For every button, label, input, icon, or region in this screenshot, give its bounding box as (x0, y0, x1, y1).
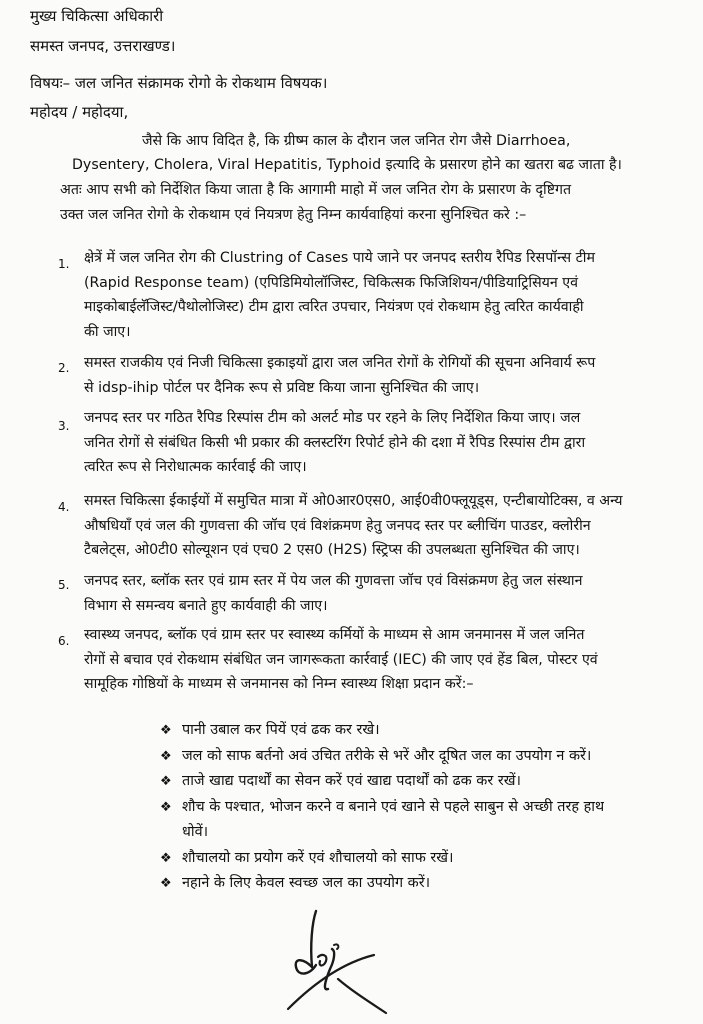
diamond-bullet-icon: ❖ (160, 799, 172, 815)
item-number: 3. (58, 419, 70, 433)
health-tip-text: धोवें। (182, 824, 209, 840)
health-tip-text: शौच के पश्चात, भोजन करने व बनाने एवं खाने से पहले साबुन से अच्छी तरह हाथ (182, 798, 605, 815)
item-line: समस्त राजकीय एवं निजी चिकित्सा इकाइयों द्वारा जल जनित रोगों के रोगियों की सूचना अनिवार्य रूप (84, 355, 596, 371)
item-line: रोगों से बचाव एवं रोकथाम संबंधित जन जागरूकता कार्रवाई (IEC) की जाए एवं हेंड बिल, पोस्टर एवं (84, 651, 598, 668)
health-tips-list (160, 718, 703, 897)
recipient-title: मुख्य चिकित्सा अधिकारी (30, 7, 164, 25)
item-number: 2. (58, 361, 70, 375)
item-line: (Rapid Response team) (एपिडिमियोलॉजिस्ट, चिकित्सक फिजिशियन/पीडियाट्रिसियन एवं (84, 274, 579, 291)
signature (282, 905, 392, 1020)
diamond-bullet-icon: ❖ (160, 876, 172, 891)
item-line: से idsp-ihip पोर्टल पर दैनिक रूप से प्रविष्ट किया जाना सुनिश्चित की जाए। (84, 379, 480, 396)
item-line: विभाग से समन्वय बनाते हुए कार्यवाही की जाए। (84, 597, 328, 614)
health-tip (160, 718, 703, 744)
item-line: टैबलेट्स, ओ0टी0 सोल्यूशन एवं एच0 2 एस0 (H2S) स्ट्रिप्स की उपलब्धता सुनिश्चित की जाए। (84, 542, 580, 558)
diamond-bullet-icon: ❖ (160, 723, 172, 738)
diamond-bullet-icon: ❖ (160, 748, 172, 764)
item-number: 4. (58, 500, 70, 514)
item-line: जनित रोगों से संबंधित किसी भी प्रकार की क्लस्टरिंग रिपोर्ट होने की दशा में रैपिड रिस्पांस टीम द्वारा (84, 434, 586, 451)
intro-line: उक्त जल जनित रोगो के रोकथाम एवं नियत्रण हेतु निम्न कार्यवाहियां करना सुनिश्चित करे :– (60, 207, 527, 223)
health-tip-text: पानी उबाल कर पियें एवं ढक कर रखे। (182, 722, 380, 738)
health-tip (160, 795, 703, 846)
intro-line: जैसे कि आप विदित है, कि ग्रीष्म काल के दौरान जल जनित रोग जैसे Diarrhoea, (142, 133, 571, 149)
intro-line: अतः आप सभी को निर्देशित किया जाता है कि आगामी माहो में जल जनित रोग के प्रसारण के दृष्टिगत (60, 182, 572, 198)
list-item (84, 246, 703, 344)
item-line: की जाए। (84, 323, 131, 340)
item-line: स्वास्थ्य जनपद, ब्लॉक एवं ग्राम स्तर पर स्वास्थ्य कर्मियों के माध्यम से आम जनमानस में जल जनित (84, 627, 585, 643)
list-item (84, 406, 703, 480)
diamond-bullet-icon: ❖ (160, 774, 172, 789)
health-tip (160, 769, 703, 795)
item-line: औषधियाँ एवं जल की गुणवत्ता की जॉच एवं विशंक्रमण हेतु जनपद स्तर पर ब्लीचिंग पाउडर, क्लोरीन (84, 517, 591, 534)
health-tip-text: ताजे खाद्य पदार्थों का सेवन करें एवं खाद्य पदार्थों को ढक कर रखें। (182, 773, 521, 789)
health-tip-text: नहाने के लिए केवल स्वच्छ जल का उपयोग करें। (182, 875, 431, 891)
health-tip (160, 871, 703, 897)
item-line: सामूहिक गोष्ठियों के माध्यम से जनमानस को निम्न स्वास्थ्य शिक्षा प्रदान करें:– (84, 676, 474, 692)
subject-line: विषयः– जल जनित संक्रामक रोगो के रोकथाम विषयक। (30, 74, 328, 92)
item-line: जनपद स्तर, ब्लॉक स्तर एवं ग्राम स्तर में पेय जल की गुणवत्ता जॉच एवं विसंक्रमण हेतु जल संस्थान (84, 573, 583, 589)
health-tip (160, 846, 703, 872)
list-item (84, 351, 703, 400)
list-item (84, 569, 703, 618)
health-tip-text: जल को साफ बर्तनो अवं उचित तरीके से भरें और दूषित जल का उपयोग न करें। (182, 747, 592, 764)
recipient-region: समस्त जनपद, उत्तराखण्ड। (30, 37, 176, 55)
salutation: महोदय / महोदया, (30, 103, 129, 121)
intro-line: Dysentery, Cholera, Viral Hepatitis, Typhoid इत्यादि के प्रसारण होने का खतरा बढ जाता है। (72, 157, 622, 173)
item-number: 1. (58, 257, 70, 271)
list-item (84, 489, 703, 563)
item-line: क्षेत्रें में जल जनित रोग की Clustring of Cases पाये जाने पर जनपद स्तरीय रैपिड रिसपॉन्स टीम (84, 250, 595, 266)
item-number: 6. (58, 634, 70, 648)
diamond-bullet-icon: ❖ (160, 850, 172, 866)
item-line: त्वरित रूप से निरोधात्मक कार्रवाई की जाए। (84, 459, 307, 475)
item-number: 5. (58, 578, 70, 592)
health-tip (160, 744, 703, 770)
health-tip-text: शौचालयो का प्रयोग करें एवं शौचालयो को साफ रखें। (182, 849, 454, 866)
item-line: जनपद स्तर पर गठित रैपिड रिस्पांस टीम को अलर्ट मोड पर रहने के लिए निर्देशित किया जाए। जल (84, 410, 581, 426)
item-line: समस्त चिकित्सा ईकाईयों में समुचित मात्रा में ओ0आर0एस0, आई0वी0फ्लूयूड्स, एन्टीबायोटिक्स, व अन्य (84, 493, 623, 509)
item-line: माइकोबाईलॅजिस्ट/पैथोलोजिस्ट) टीम द्वारा त्वरित उपचार, नियंत्रण एवं रोकथाम हेतु त्वरित कार्यवाही (84, 299, 584, 315)
list-item (84, 623, 703, 697)
